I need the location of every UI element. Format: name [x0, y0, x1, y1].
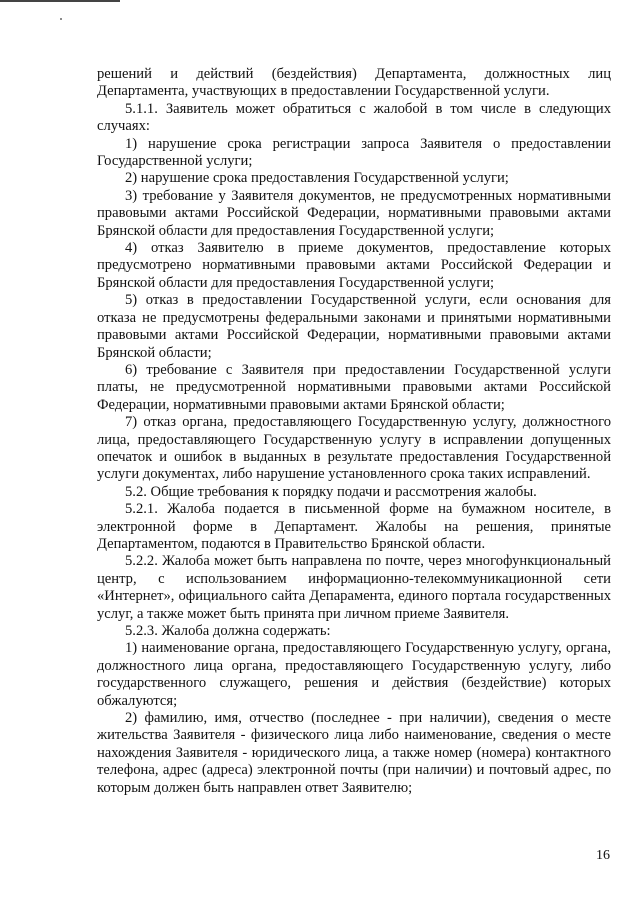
page-number: 16 — [596, 848, 610, 863]
paragraph: 4) отказ Заявителю в приеме документов, предоставление которых предусмотрено нормативными правовыми актами Российской Федерации и Брянской области для предоставления Государственной услуги; — [97, 240, 611, 291]
paragraph: 7) отказ органа, предоставляющего Государственную услугу, должностного лица, предоставляющего Государственную услугу в исправлении допущенных опечаток и ошибок в выданных в результате предоставления Государственной услуги документах, либо нарушение установленного срока таких исправлений. — [97, 414, 611, 483]
paragraph: 6) требование с Заявителя при предоставлении Государственной услуги платы, не предусмотренной нормативными правовыми актами Российской Федерации, нормативными правовыми актами Брянской области; — [97, 361, 611, 413]
scan-edge-line — [0, 0, 120, 2]
scan-speck — [60, 18, 62, 20]
paragraph: 5.1.1. Заявитель может обратиться с жалобой в том числе в следующих случаях: — [97, 100, 611, 135]
paragraph: 5.2.2. Жалоба может быть направлена по почте, через многофункциональный центр, с использованием информационно-телекоммуникационной сети «Интернет», официального сайта Депарамента, единого портала государственных услуг, а также может быть принята при личном приеме Заявителя. — [97, 553, 611, 622]
paragraph: 1) наименование органа, предоставляющего Государственную услугу, органа, должностного лица органа, предоставляющего Государственную услугу, либо государственного служащего, решения и действия (бездействие) которых обжалуются; — [97, 640, 611, 709]
paragraph: решений и действий (бездействия) Департамента, должностных лиц Департамента, участвующих в предоставлении Государственной услуги. — [97, 66, 611, 100]
paragraph: 2) фамилию, имя, отчество (последнее - при наличии), сведения о месте жительства Заявителя - физического лица либо наименование, сведения о месте нахождения Заявителя - юридического лица, а также номер (номера) контактного телефона, адрес (адреса) электронной почты (при наличии) и почтовый адрес, по которым должен быть направлен ответ Заявителю; — [97, 710, 611, 796]
paragraph: 5.2. Общие требования к порядку подачи и рассмотрения жалобы. — [125, 483, 537, 500]
paragraph: 2) нарушение срока предоставления Государственной услуги; — [125, 170, 509, 187]
paragraph: 5.2.3. Жалоба должна содержать: — [125, 623, 331, 639]
document-body — [97, 66, 611, 797]
paragraph: 5) отказ в предоставлении Государственной услуги, если основания для отказа не предусмотрены федеральными законами и принятыми нормативными правовыми актами Российской Федерации, нормативными правовыми актами Брянской области; — [97, 292, 611, 361]
paragraph: 5.2.1. Жалоба подается в письменной форме на бумажном носителе, в электронной форме в Департамент. Жалобы на решения, принятые Департаментом, подаются в Правительство Брянской области. — [97, 501, 611, 552]
paragraph: 1) нарушение срока регистрации запроса Заявителя о предоставлении Государственной услуги; — [97, 135, 611, 170]
paragraph: 3) требование у Заявителя документов, не предусмотренных нормативными правовыми актами Российской Федерации, нормативными правовыми актами Брянской области для предоставления Государственной услуги; — [97, 187, 611, 239]
